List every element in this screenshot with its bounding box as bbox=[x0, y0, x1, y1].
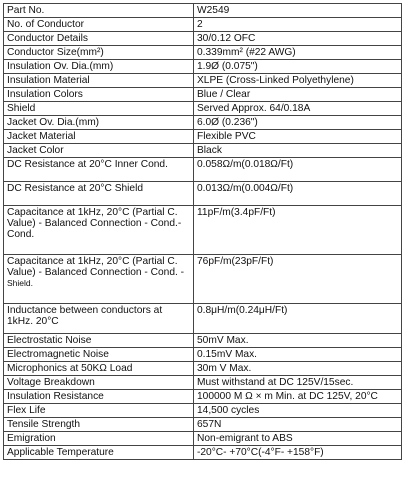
spec-value: 30m V Max. bbox=[197, 363, 252, 374]
spec-value-cell bbox=[194, 362, 402, 376]
spec-label: Shield bbox=[7, 103, 36, 114]
spec-value: W2549 bbox=[197, 5, 230, 16]
spec-value-cell bbox=[194, 116, 402, 130]
spec-label: No. of Conductor bbox=[7, 19, 85, 30]
spec-label-cell bbox=[4, 102, 194, 116]
spec-label: Jacket Color bbox=[7, 145, 64, 156]
spec-value-cell bbox=[194, 158, 402, 182]
spec-value: 100000 M Ω × m Min. at DC 125V, 20°C bbox=[197, 391, 378, 402]
spec-label: Insulation Resistance bbox=[7, 391, 104, 402]
spec-label: DC Resistance at 20°C Inner Cond. bbox=[7, 159, 168, 170]
spec-value: 0.15mV Max. bbox=[197, 349, 258, 360]
spec-row bbox=[4, 404, 402, 418]
spec-value-cell bbox=[194, 418, 402, 432]
spec-row bbox=[4, 376, 402, 390]
spec-table bbox=[3, 3, 402, 460]
spec-label: Electrostatic Noise bbox=[7, 335, 92, 346]
spec-label-cell bbox=[4, 158, 194, 182]
spec-row bbox=[4, 130, 402, 144]
spec-value: XLPE (Cross-Linked Polyethylene) bbox=[197, 75, 354, 86]
spec-row bbox=[4, 362, 402, 376]
spec-value-cell bbox=[194, 60, 402, 74]
spec-label: Insulation Colors bbox=[7, 89, 83, 100]
spec-label-cell bbox=[4, 348, 194, 362]
spec-label-cell bbox=[4, 116, 194, 130]
spec-row bbox=[4, 74, 402, 88]
spec-value-cell bbox=[194, 144, 402, 158]
spec-value-cell bbox=[194, 432, 402, 446]
spec-label-cell bbox=[4, 182, 194, 206]
spec-row bbox=[4, 32, 402, 46]
spec-label-cell bbox=[4, 144, 194, 158]
spec-label: Tensile Strength bbox=[7, 419, 81, 430]
spec-label-cell bbox=[4, 376, 194, 390]
spec-row bbox=[4, 46, 402, 60]
spec-value: 50mV Max. bbox=[197, 335, 249, 346]
spec-value: Black bbox=[197, 145, 222, 156]
spec-label-cell bbox=[4, 130, 194, 144]
spec-row bbox=[4, 102, 402, 116]
spec-row bbox=[4, 304, 402, 334]
spec-value: 76pF/m(23pF/Ft) bbox=[197, 256, 274, 267]
spec-label-cell bbox=[4, 18, 194, 32]
spec-label: Electromagnetic Noise bbox=[7, 349, 109, 360]
spec-row bbox=[4, 158, 402, 182]
spec-value-cell bbox=[194, 304, 402, 334]
spec-label: Insulation Ov. Dia.(mm) bbox=[7, 61, 114, 72]
spec-label: DC Resistance at 20°C Shield bbox=[7, 183, 144, 194]
spec-label-cell bbox=[4, 255, 194, 304]
spec-label-cell bbox=[4, 4, 194, 18]
spec-row bbox=[4, 432, 402, 446]
spec-label-cell bbox=[4, 46, 194, 60]
spec-label-cell bbox=[4, 432, 194, 446]
spec-value: 0.058Ω/m(0.018Ω/Ft) bbox=[197, 159, 294, 170]
spec-label-cell bbox=[4, 60, 194, 74]
spec-table-body bbox=[4, 4, 402, 460]
spec-value-cell bbox=[194, 348, 402, 362]
spec-row bbox=[4, 18, 402, 32]
spec-value-cell bbox=[194, 206, 402, 255]
spec-value-cell bbox=[194, 404, 402, 418]
spec-row bbox=[4, 182, 402, 206]
spec-label-cell bbox=[4, 404, 194, 418]
spec-value-cell bbox=[194, 182, 402, 206]
spec-label-cell bbox=[4, 32, 194, 46]
spec-value-cell bbox=[194, 390, 402, 404]
spec-label-cell bbox=[4, 362, 194, 376]
spec-label: Insulation Material bbox=[7, 75, 90, 86]
spec-row bbox=[4, 206, 402, 255]
spec-value: 30/0.12 OFC bbox=[197, 33, 256, 44]
spec-label: Jacket Material bbox=[7, 131, 76, 142]
spec-row bbox=[4, 348, 402, 362]
spec-value-cell bbox=[194, 4, 402, 18]
spec-row bbox=[4, 60, 402, 74]
spec-value: 0.339mm² (#22 AWG) bbox=[197, 47, 296, 58]
spec-row bbox=[4, 88, 402, 102]
spec-row bbox=[4, 418, 402, 432]
spec-value-cell bbox=[194, 255, 402, 304]
spec-value-cell bbox=[194, 74, 402, 88]
spec-row bbox=[4, 4, 402, 18]
spec-row bbox=[4, 446, 402, 460]
spec-label: Applicable Temperature bbox=[7, 447, 114, 458]
spec-label-cell bbox=[4, 446, 194, 460]
spec-row bbox=[4, 144, 402, 158]
spec-label-suffix: Shield. bbox=[7, 278, 33, 288]
spec-label: Microphonics at 50KΩ Load bbox=[7, 363, 133, 374]
spec-row bbox=[4, 334, 402, 348]
spec-value: Non-emigrant to ABS bbox=[197, 433, 293, 444]
spec-value-cell bbox=[194, 376, 402, 390]
spec-value: 0.013Ω/m(0.004Ω/Ft) bbox=[197, 183, 294, 194]
spec-value-cell bbox=[194, 102, 402, 116]
spec-value-cell bbox=[194, 334, 402, 348]
spec-value-cell bbox=[194, 32, 402, 46]
spec-value: 11pF/m(3.4pF/Ft) bbox=[197, 207, 276, 218]
spec-label-cell bbox=[4, 334, 194, 348]
spec-value: 2 bbox=[197, 19, 203, 30]
spec-label: Jacket Ov. Dia.(mm) bbox=[7, 117, 100, 128]
spec-label-cell bbox=[4, 88, 194, 102]
spec-label: Part No. bbox=[7, 5, 45, 16]
spec-label: Conductor Size(mm²) bbox=[7, 47, 104, 58]
spec-value-cell bbox=[194, 130, 402, 144]
spec-value-cell bbox=[194, 46, 402, 60]
spec-label-cell bbox=[4, 74, 194, 88]
spec-label: Flex Life bbox=[7, 405, 46, 416]
spec-value: 657N bbox=[197, 419, 222, 430]
spec-value: Flexible PVC bbox=[197, 131, 256, 142]
spec-label-cell bbox=[4, 418, 194, 432]
spec-value: Blue / Clear bbox=[197, 89, 251, 100]
spec-value: -20°C- +70°C(-4°F- +158°F) bbox=[197, 447, 324, 458]
spec-value-cell bbox=[194, 446, 402, 460]
spec-label: Voltage Breakdown bbox=[7, 377, 95, 388]
spec-value: Must withstand at DC 125V/15sec. bbox=[197, 377, 354, 388]
spec-value: 1.9Ø (0.075") bbox=[197, 61, 258, 72]
spec-label: Capacitance at 1kHz, 20°C (Partial C. Value) - Balanced Connection - Cond. - bbox=[7, 256, 185, 278]
spec-value-cell bbox=[194, 18, 402, 32]
spec-label-cell bbox=[4, 206, 194, 255]
spec-label: Emigration bbox=[7, 433, 56, 444]
spec-value: 0.8μH/m(0.24μH/Ft) bbox=[197, 305, 288, 316]
spec-row bbox=[4, 116, 402, 130]
spec-row bbox=[4, 255, 402, 304]
spec-label-cell bbox=[4, 304, 194, 334]
spec-value-cell bbox=[194, 88, 402, 102]
spec-value: 6.0Ø (0.236") bbox=[197, 117, 258, 128]
spec-value: 14,500 cycles bbox=[197, 405, 260, 416]
spec-row bbox=[4, 390, 402, 404]
spec-label: Capacitance at 1kHz, 20°C (Partial C. Value) - Balanced Connection - Cond.-Cond. bbox=[7, 207, 182, 240]
spec-label: Inductance between conductors at 1kHz. 20°C bbox=[7, 305, 163, 327]
spec-label: Conductor Details bbox=[7, 33, 88, 44]
spec-value: Served Approx. 64/0.18A bbox=[197, 103, 311, 114]
spec-label-cell bbox=[4, 390, 194, 404]
